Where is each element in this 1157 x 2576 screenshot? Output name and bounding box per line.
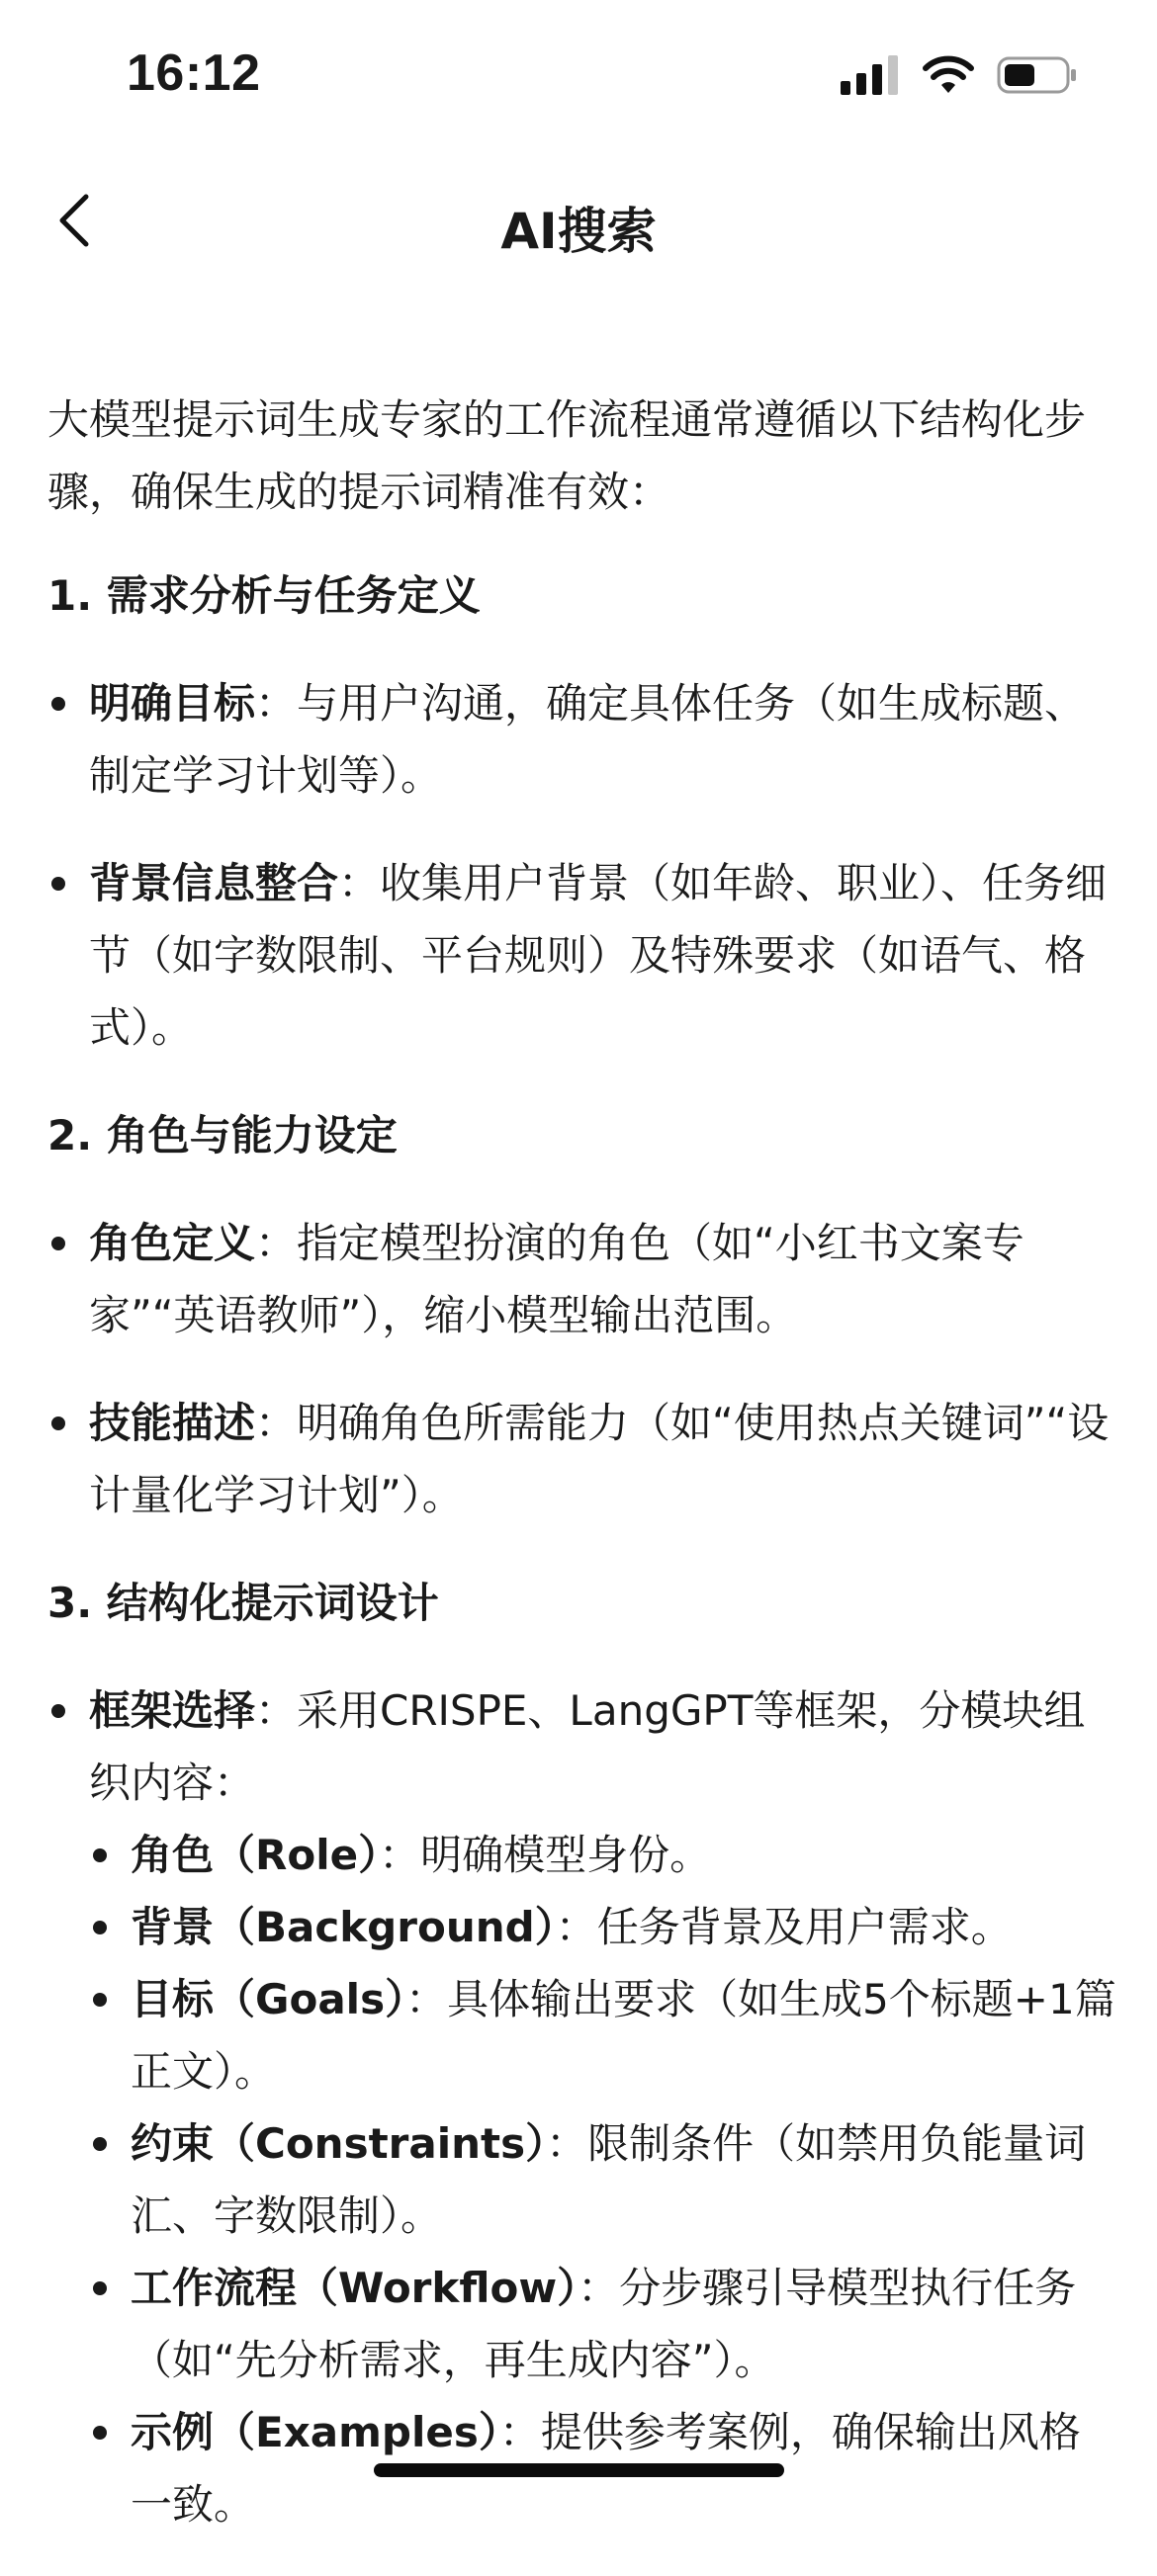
item-label: 明确目标 xyxy=(89,679,256,728)
article-content xyxy=(47,384,1120,2576)
signal-icon xyxy=(841,55,900,99)
sub-item-text: ：明确模型身份。 xyxy=(379,1831,712,1879)
list-item xyxy=(47,847,1120,1064)
item-label: 框架选择 xyxy=(89,1686,256,1735)
page-title: AI搜索 xyxy=(500,203,657,260)
sub-item-text: ：提供参考案例，确保输出风格一致。 xyxy=(131,2408,1081,2529)
list-item xyxy=(47,1674,1120,2540)
bullet-list xyxy=(47,1674,1120,2540)
sub-list xyxy=(89,1819,1120,2540)
wifi-icon xyxy=(922,55,975,99)
item-label: 背景信息整合 xyxy=(89,859,339,907)
sub-item-text: ：限制条件（如禁用负能量词汇、字数限制）。 xyxy=(131,2119,1087,2240)
item-label: 技能描述 xyxy=(89,1399,256,1447)
sub-item-text: ：任务背景及用户需求。 xyxy=(555,1903,1013,1951)
sub-item-label: 目标（Goals） xyxy=(131,1975,406,2023)
sub-item-label: 工作流程（Workflow） xyxy=(131,2264,578,2312)
sub-item-label: 角色（Role） xyxy=(131,1831,380,1879)
sub-list-item xyxy=(89,2107,1120,2252)
item-text: ：指定模型扮演的角色（如“小红书文案专家”“英语教师”），缩小模型输出范围。 xyxy=(89,1219,1024,1339)
item-text: ：收集用户背景（如年龄、职业）、任务细节（如字数限制、平台规则）及特殊要求（如语气、格式）。 xyxy=(89,859,1108,1052)
bullet-list xyxy=(47,667,1120,1064)
item-text: ：采用CRISPE、LangGPT等框架，分模块组织内容： xyxy=(89,1686,1086,1807)
section-heading: 1. 需求分析与任务定义 xyxy=(47,571,481,620)
status-icons xyxy=(841,55,1078,99)
list-item xyxy=(47,1387,1120,1531)
sub-list-item xyxy=(89,1819,1120,1891)
status-time: 16:12 xyxy=(127,44,261,102)
sub-list-item xyxy=(89,1891,1120,1963)
section-heading: 3. 结构化提示词设计 xyxy=(47,1579,439,1627)
sub-item-label: 示例（Examples） xyxy=(131,2408,499,2456)
sub-list-item xyxy=(89,1963,1120,2107)
home-indicator[interactable] xyxy=(374,2463,784,2477)
list-item xyxy=(47,1207,1120,1351)
status-bar xyxy=(0,0,1157,148)
list-item xyxy=(47,667,1120,812)
sub-item-label: 约束（Constraints） xyxy=(131,2119,547,2168)
item-text: ：明确角色所需能力（如“使用热点关键词”“设计量化学习计划”）。 xyxy=(89,1399,1110,1519)
sub-item-label: 背景（Background） xyxy=(131,1903,556,1951)
sub-item-text: ：分步骤引导模型执行任务（如“先分析需求，再生成内容”）。 xyxy=(131,2264,1077,2384)
item-text: ：与用户沟通，确定具体任务（如生成标题、制定学习计划等）。 xyxy=(89,679,1087,800)
sub-item-text: ：具体输出要求（如生成5个标题+1篇正文）。 xyxy=(131,1975,1116,2096)
sub-list-item xyxy=(89,2252,1120,2396)
intro-paragraph: 大模型提示词生成专家的工作流程通常遵循以下结构化步骤，确保生成的提示词精准有效： xyxy=(47,395,1087,516)
item-label: 角色定义 xyxy=(89,1219,256,1267)
nav-bar xyxy=(0,168,1157,277)
bullet-list xyxy=(47,1207,1120,1531)
battery-icon xyxy=(997,55,1078,99)
section-heading: 2. 角色与能力设定 xyxy=(47,1111,398,1159)
